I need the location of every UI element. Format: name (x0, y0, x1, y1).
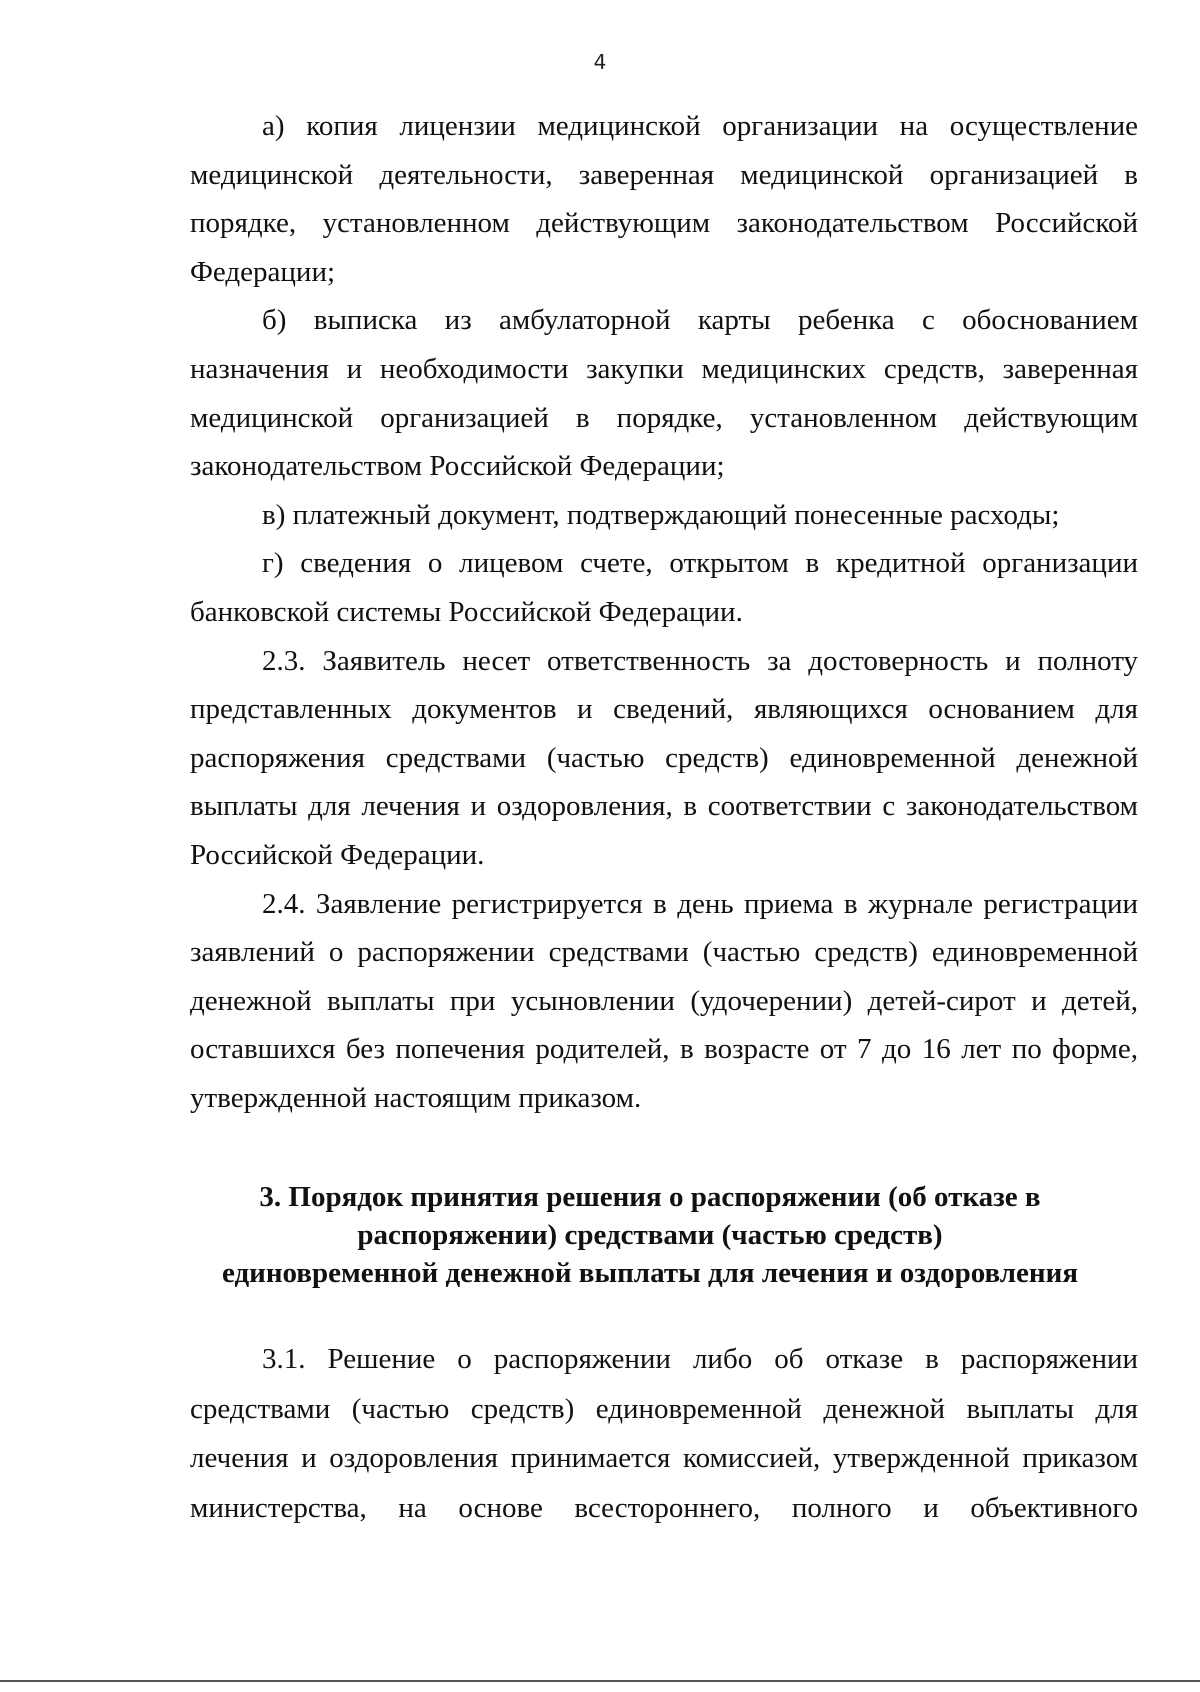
paragraph-3-1: 3.1. Решение о распоряжении либо об отказе в распоряжении средствами (частью средств) единовременной денежной выплаты для лечения и оздоровления принимается комиссией, утвержденной приказом министерства, на основе всестороннего, полного и объективного (190, 1343, 1138, 1524)
document-body (190, 102, 1138, 1122)
page-number: 4 (593, 50, 607, 74)
section-heading-line-2: распоряжении) средствами (частью средств) (357, 1219, 943, 1251)
paragraph-2-4: 2.4. Заявление регистрируется в день приема в журнале регистрации заявлений о распоряжении средствами (частью средств) единовременной денежной выплаты при усыновлении (удочерении) детей-сирот и детей, оставшихся без попечения родителей, в возрасте от 7 до 16 лет по форме, утвержденной настоящим приказом. (190, 887, 1138, 1114)
section-heading-line-1: 3. Порядок принятия решения о распоряжении (об отказе в (259, 1181, 1041, 1213)
paragraph-item-v: в) платежный документ, подтверждающий понесенные расходы; (262, 498, 1060, 531)
section-heading-line-3: единовременной денежной выплаты для лечения и оздоровления (221, 1257, 1079, 1289)
section-3-heading (150, 1178, 1150, 1292)
paragraph-item-a: а) копия лицензии медицинской организации на осуществление медицинской деятельности, заверенная медицинской организацией в порядке, установленном действующим законодательством Российской Федерации; (190, 110, 1138, 288)
paragraph-item-b: б) выписка из амбулаторной карты ребенка с обоснованием назначения и необходимости закупки медицинских средств, заверенная медицинской организацией в порядке, установленном действующим законодательством Российской Федерации; (190, 304, 1138, 483)
paragraph-item-g: г) сведения о лицевом счете, открытом в кредитной организации банковской системы Российской Федерации. (190, 547, 1138, 628)
paragraph-2-3: 2.3. Заявитель несет ответственность за достоверность и полноту представленных документов и сведений, являющихся основанием для распоряжения средствами (частью средств) единовременной денежной выплаты для лечения и оздоровления, в соответствии с законодательством Российской Федерации. (190, 644, 1138, 871)
section-3-body (190, 1335, 1138, 1533)
page-bottom-edge (0, 1680, 1200, 1682)
